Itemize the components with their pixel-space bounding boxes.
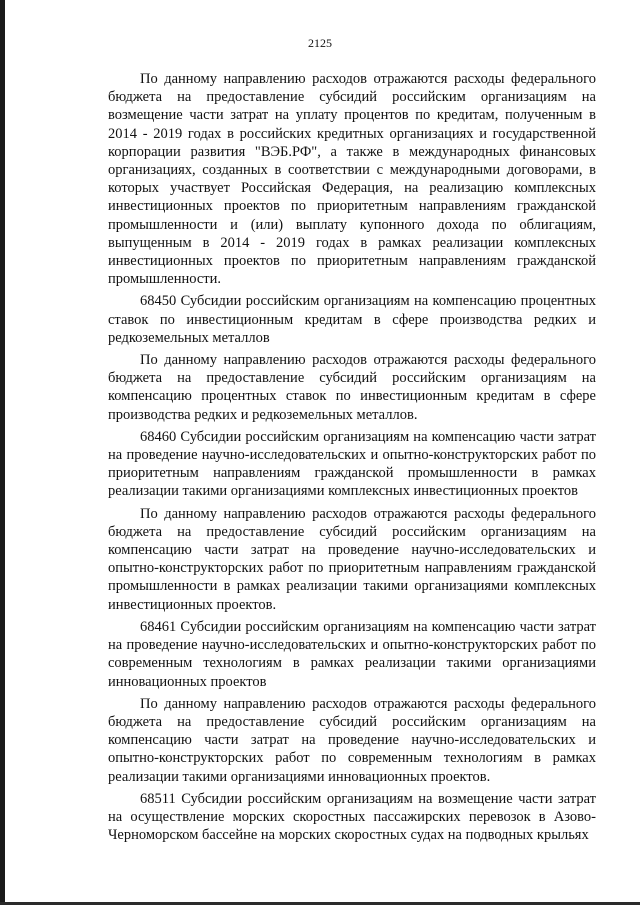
scan-edge-left	[0, 0, 5, 905]
paragraph-code-heading: 68450 Субсидии российским организациям на компенсацию процентных ставок по инвестиционным кредитам в сфере производства редких и редкоземельных металлов	[108, 293, 596, 346]
paragraph-description: По данному направлению расходов отражаются расходы федерального бюджета на предоставление субсидий российским организациям на возмещение части затрат на уплату процентов по кредитам, полученным в 2014 - 2019 годах в российских кредитных организациях и государственной корпорации развития "ВЭБ.РФ", а также в международных финансовых организациях, созданных в соответствии с международными договорами, в которых участвует Российская Федерация, на реализацию комплексных инвестиционных проектов по приоритетным направлениям гражданской промышленности и (или) выплату купонного дохода по облигациям, выпущенным в 2014 - 2019 годах в рамках реализации комплексных инвестиционных проектов по приоритетным направлениям гражданской промышленности.	[108, 71, 596, 288]
page-number: 2125	[308, 36, 332, 50]
paragraph-description: По данному направлению расходов отражаются расходы федерального бюджета на предоставление субсидий российским организациям на компенсацию части затрат на проведение научно-исследовательских и опытно-конструкторских работ по современным технологиям в рамках реализации такими организациями инновационных проектов.	[108, 695, 596, 785]
paragraph-code-heading: 68460 Субсидии российским организациям на компенсацию части затрат на проведение научно-исследовательских и опытно-конструкторских работ по приоритетным направлениям гражданской промышленности в рамках реализации такими организациями комплексных инвестиционных проектов	[108, 428, 596, 500]
paragraph-description: По данному направлению расходов отражаются расходы федерального бюджета на предоставление субсидий российским организациям на компенсацию части затрат на проведение научно-исследовательских и опытно-конструкторских работ по приоритетным направлениям гражданской промышленности в рамках реализации такими организациями комплексных инвестиционных проектов.	[108, 505, 596, 613]
paragraph-code-heading: 68511 Субсидии российским организациям на возмещение части затрат на осуществление морских скоростных пассажирских перевозок в Азово-Черноморском бассейне на морских скоростных судах на подводных крыльях	[108, 790, 596, 844]
paragraph-description: По данному направлению расходов отражаются расходы федерального бюджета на предоставление субсидий российским организациям на компенсацию процентных ставок по инвестиционным кредитам в сфере производства редких и редкоземельных металлов.	[108, 352, 596, 423]
document-body	[108, 70, 596, 844]
paragraph-code-heading: 68461 Субсидии российским организациям на компенсацию части затрат на проведение научно-исследовательских и опытно-конструкторских работ по современным технологиям в рамках реализации такими организациями инновационных проектов	[108, 618, 596, 690]
